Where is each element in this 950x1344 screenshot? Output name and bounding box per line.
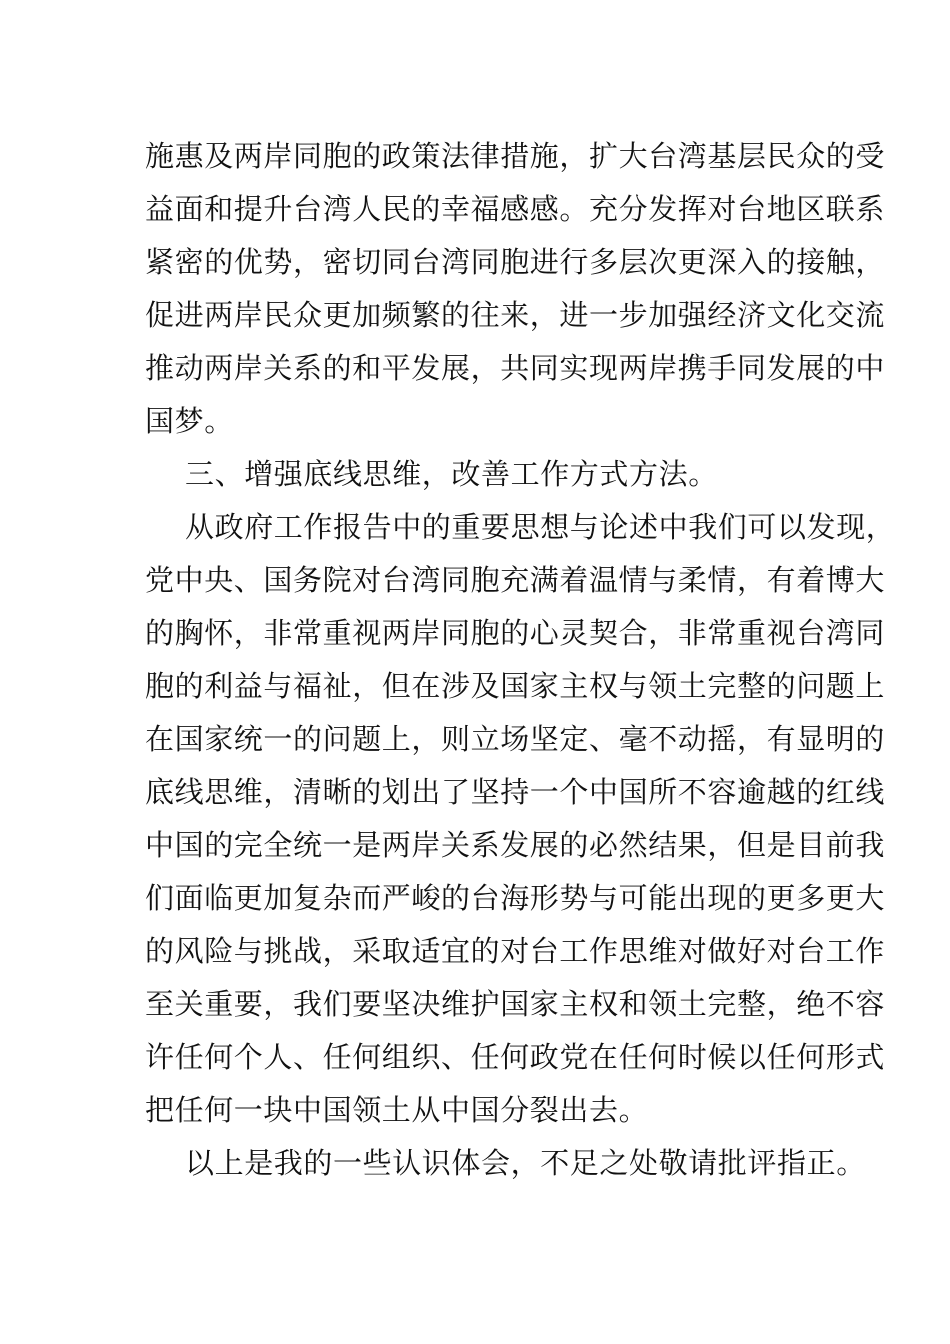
paragraph-line: 的风险与挑战，采取适宜的对台工作思维对做好对台工作 bbox=[145, 934, 886, 968]
paragraph-line: 在国家统一的问题上，则立场坚定、毫不动摇，有显明的 bbox=[145, 722, 886, 756]
paragraph-line: 益面和提升台湾人民的幸福感感。充分发挥对台地区联系 bbox=[145, 192, 886, 226]
section-heading: 三、增强底线思维，改善工作方式方法。 bbox=[185, 457, 718, 491]
paragraph-line: 从政府工作报告中的重要思想与论述中我们可以发现， bbox=[185, 510, 896, 544]
paragraph-line: 胞的利益与福祉，但在涉及国家主权与领土完整的问题上 bbox=[145, 669, 886, 703]
paragraph-line: 中国的完全统一是两岸关系发展的必然结果，但是目前我 bbox=[145, 828, 886, 862]
paragraph-line: 底线思维，清晰的划出了坚持一个中国所不容逾越的红线 bbox=[145, 775, 886, 809]
paragraph-line: 施惠及两岸同胞的政策法律措施，扩大台湾基层民众的受 bbox=[145, 139, 886, 173]
paragraph-line: 把任何一块中国领土从中国分裂出去。 bbox=[145, 1093, 649, 1127]
paragraph-line: 党中央、国务院对台湾同胞充满着温情与柔情，有着博大 bbox=[145, 563, 886, 597]
document-body bbox=[145, 130, 896, 1190]
paragraph-line: 国梦。 bbox=[145, 404, 234, 438]
paragraph-line: 紧密的优势，密切同台湾同胞进行多层次更深入的接触， bbox=[145, 245, 886, 279]
paragraph-line: 许任何个人、任何组织、任何政党在任何时候以任何形式 bbox=[145, 1040, 886, 1074]
paragraph-line: 们面临更加复杂而严峻的台海形势与可能出现的更多更大 bbox=[145, 881, 886, 915]
paragraph-line: 推动两岸关系的和平发展，共同实现两岸携手同发展的中 bbox=[145, 351, 886, 385]
paragraph-line: 至关重要，我们要坚决维护国家主权和领土完整，绝不容 bbox=[145, 987, 886, 1021]
paragraph-line: 的胸怀，非常重视两岸同胞的心灵契合，非常重视台湾同 bbox=[145, 616, 886, 650]
paragraph-line: 促进两岸民众更加频繁的往来，进一步加强经济文化交流 bbox=[145, 298, 886, 332]
closing-line: 以上是我的一些认识体会，不足之处敬请批评指正。 bbox=[185, 1146, 866, 1180]
